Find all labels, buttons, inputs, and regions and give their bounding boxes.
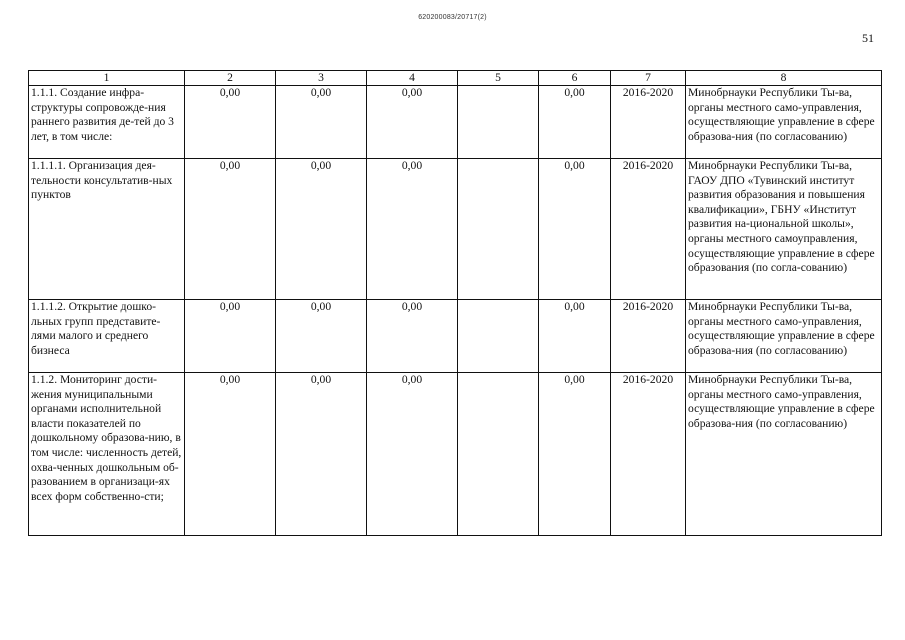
cell-col-4: 0,00 [367,373,458,536]
activity-name: 1.1.1.1. Организация дея-тельности консультатив-ных пунктов [29,159,185,300]
cell-col-2: 0,00 [185,373,276,536]
activity-name: 1.1.2. Мониторинг дости-жения муниципальными органами исполнительной власти показателей по дошкольному образова-нию, в том числе: численность детей, охва-ченных дошкольным об-разованием в организаци-ях всех форм собственно-сти; [29,373,185,536]
column-header: 1 [29,71,185,86]
executor-cell: Минобрнауки Республики Ты-ва, ГАОУ ДПО «Тувинский институт развития образования и повышения квалификации», ГБНУ «Институт развития на-циональной школы», органы местного самоуправления, осуществляющие управление в сфере образования (по согла-сованию) [686,159,882,300]
cell-col-6: 0,00 [539,86,611,159]
cell-col-5 [458,86,539,159]
table-row [29,86,882,159]
table-row [29,300,882,373]
cell-col-5 [458,373,539,536]
column-header: 8 [686,71,882,86]
table-row [29,159,882,300]
period-cell: 2016-2020 [611,159,686,300]
executor-cell: Минобрнауки Республики Ты-ва, органы местного само-управления, осуществляющие управление в сфере образова-ния (по согласованию) [686,86,882,159]
period-cell: 2016-2020 [611,300,686,373]
period-cell: 2016-2020 [611,86,686,159]
cell-col-4: 0,00 [367,86,458,159]
column-header: 3 [276,71,367,86]
cell-col-6: 0,00 [539,300,611,373]
program-activities-table [28,70,882,536]
executor-cell: Минобрнауки Республики Ты-ва, органы местного само-управления, осуществляющие управление в сфере образова-ния (по согласованию) [686,300,882,373]
column-header: 7 [611,71,686,86]
table-row [29,373,882,536]
cell-col-5 [458,159,539,300]
cell-col-5 [458,300,539,373]
cell-col-3: 0,00 [276,159,367,300]
cell-col-4: 0,00 [367,159,458,300]
cell-col-3: 0,00 [276,300,367,373]
period-cell: 2016-2020 [611,373,686,536]
cell-col-3: 0,00 [276,373,367,536]
column-header: 6 [539,71,611,86]
cell-col-2: 0,00 [185,159,276,300]
cell-col-4: 0,00 [367,300,458,373]
page-number: 51 [862,31,874,45]
column-header: 5 [458,71,539,86]
activity-name: 1.1.1.2. Открытие дошко-льных групп представите-лями малого и среднего бизнеса [29,300,185,373]
column-header: 4 [367,71,458,86]
cell-col-2: 0,00 [185,86,276,159]
document-code: 620200083/20717(2) [418,14,487,21]
cell-col-6: 0,00 [539,373,611,536]
activity-name: 1.1.1. Создание инфра-структуры сопровожде-ния раннего развития де-тей до 3 лет, в том числе: [29,86,185,159]
cell-col-3: 0,00 [276,86,367,159]
cell-col-2: 0,00 [185,300,276,373]
header-row [29,71,882,86]
executor-cell: Минобрнауки Республики Ты-ва, органы местного само-управления, осуществляющие управление в сфере образова-ния (по согласованию) [686,373,882,536]
column-header: 2 [185,71,276,86]
cell-col-6: 0,00 [539,159,611,300]
